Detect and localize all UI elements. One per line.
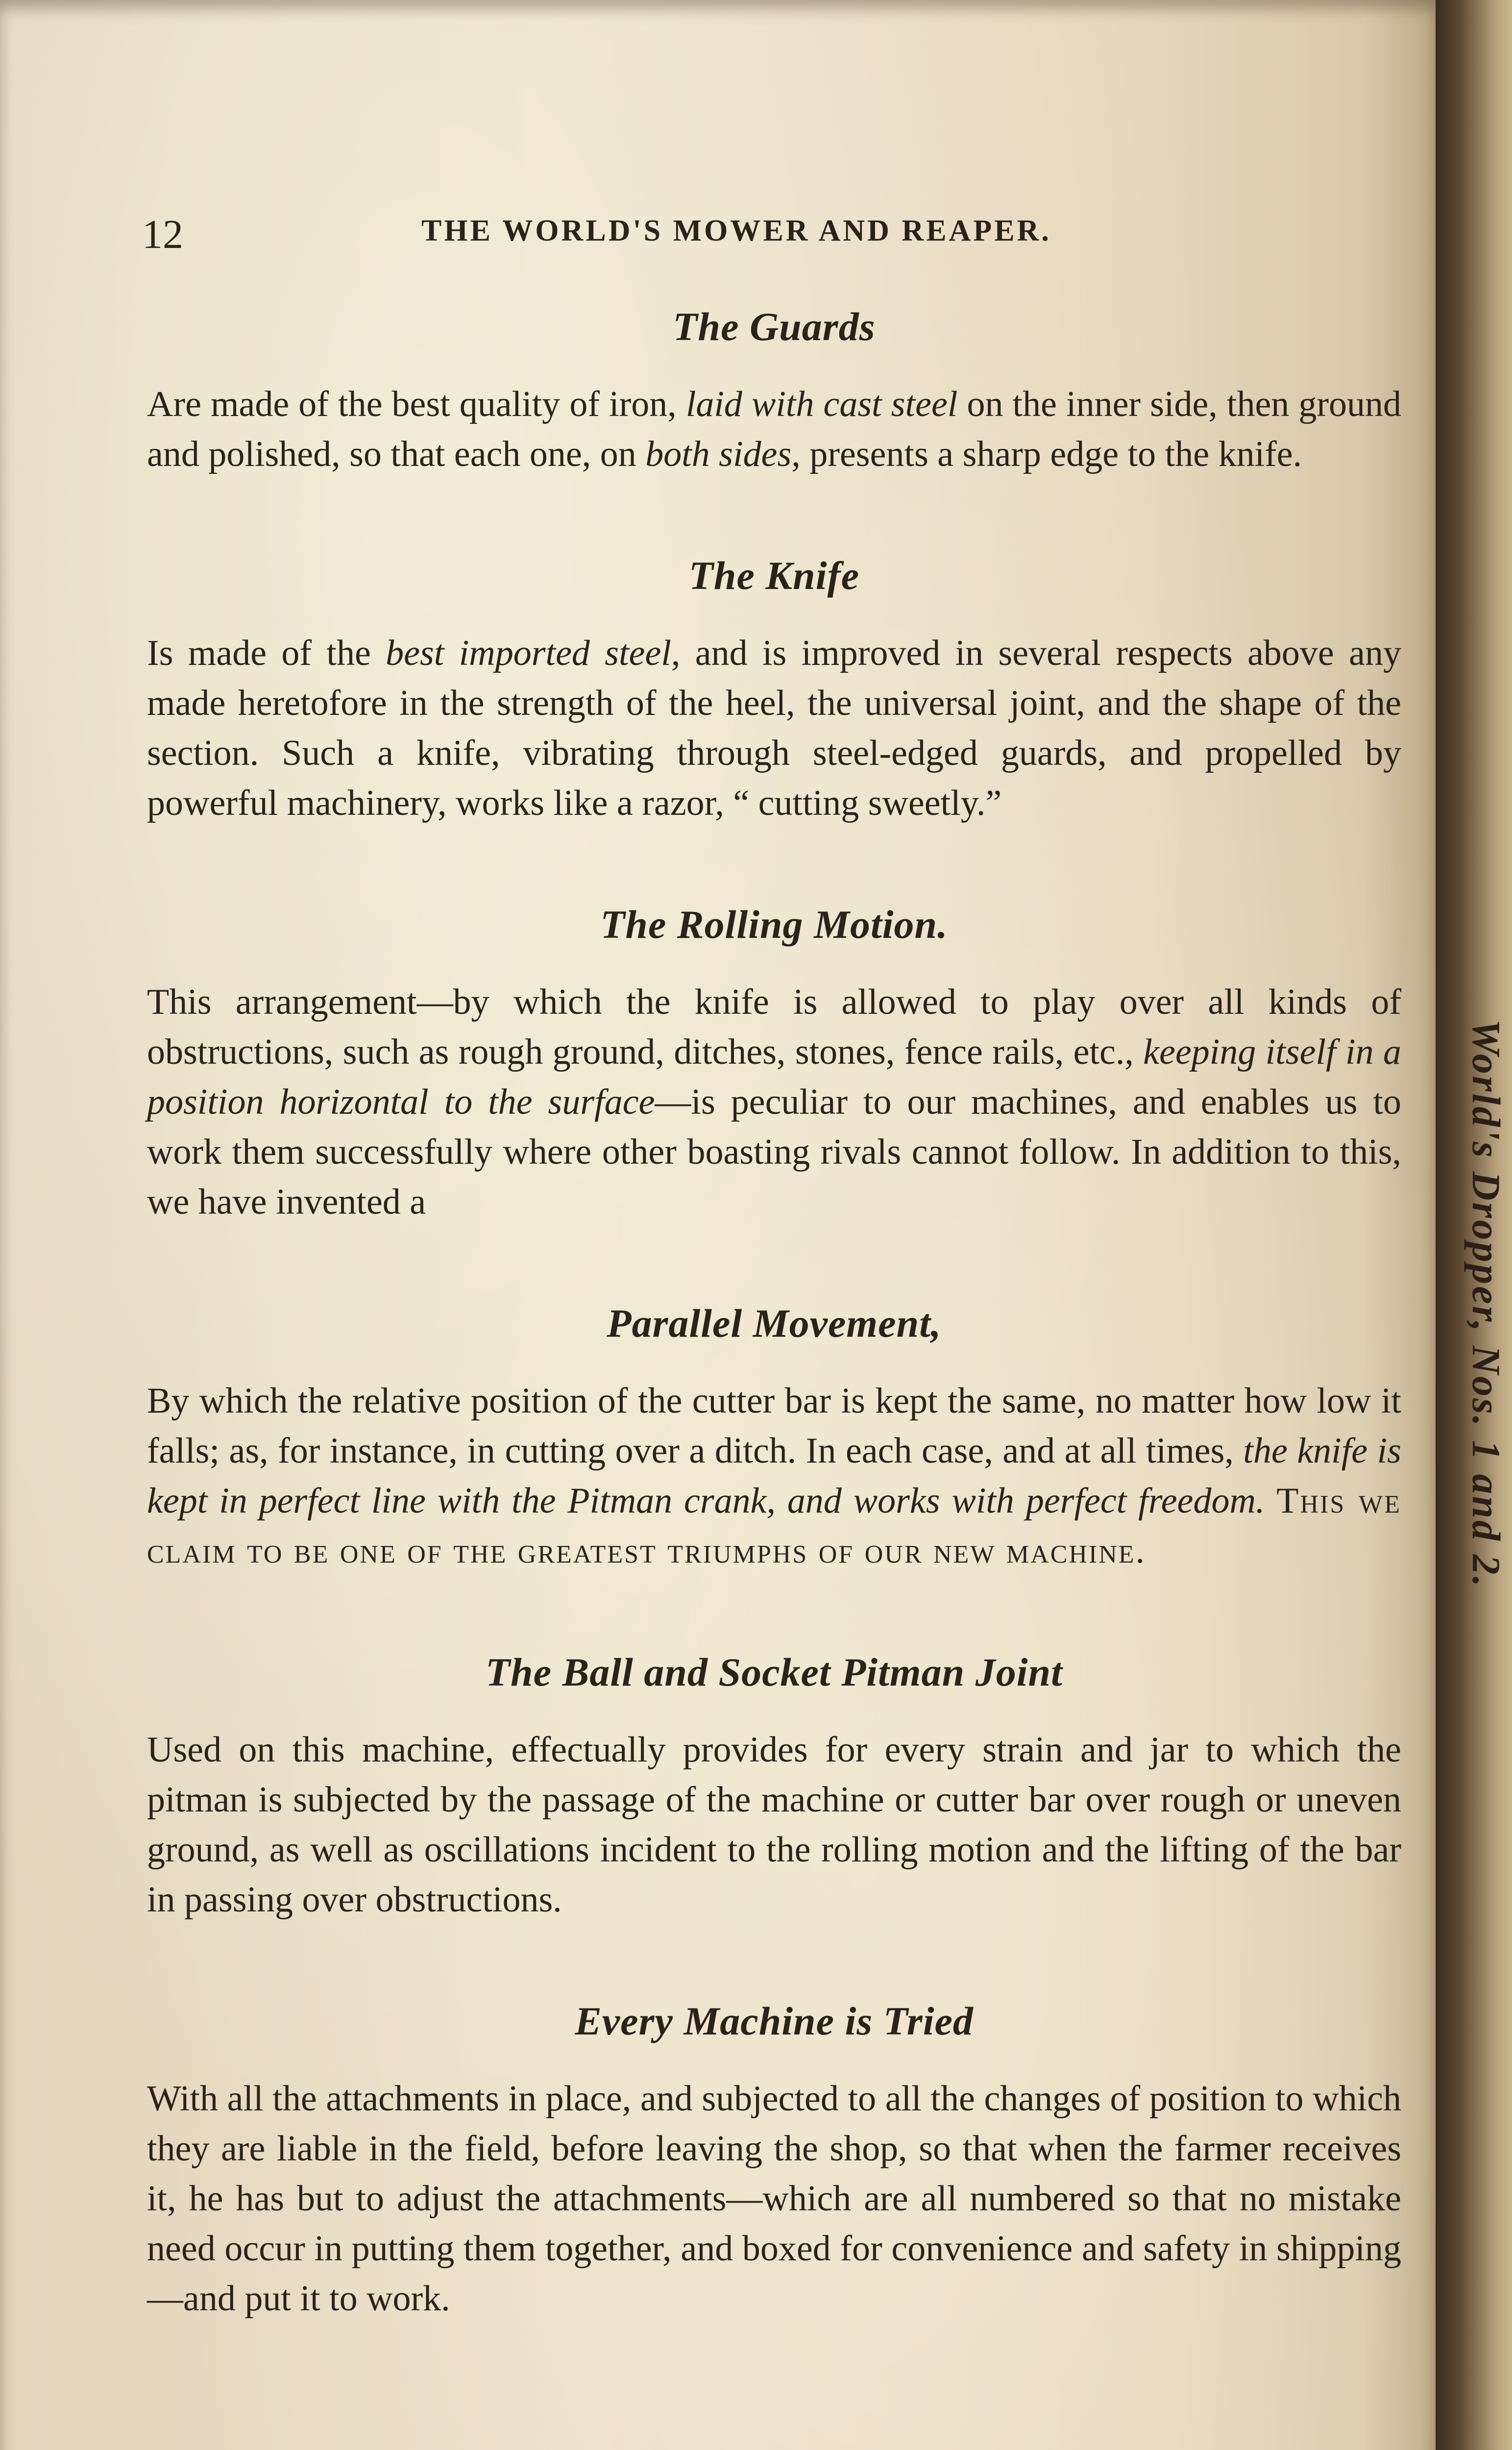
- emphasis-claim: This we claim to be one of the greatest triumphs of our new machine.: [147, 1481, 1401, 1571]
- section-paragraph: Used on this machine, effectually provides for every strain and jar to which the pitman is subjected by the passage of the machine or cutter bar over rough or uneven ground, as well as oscillations incident to the rolling motion and the lifting of the bar in passing over obstructions.: [147, 1730, 1401, 1920]
- section-heading: The Knife: [688, 553, 860, 598]
- section-every-machine-tried: [147, 1998, 1401, 2324]
- section-paragraph: By which the relative position of the cutter bar is kept the same, no matter how low it falls; as, for instance, in cutting over a ditch. In each case, and at all times, the knife is kept in perfect line with the Pitman crank, and works with perfect freedom. This we claim to be one of the greatest triumphs of our new machine.: [147, 1381, 1401, 1571]
- section-heading: Every Machine is Tried: [575, 1999, 974, 2043]
- section-paragraph: Are made of the best quality of iron, laid with cast steel on the inner side, then ground and polished, so that each one, on both sides, presents a sharp edge to the knife.: [147, 384, 1402, 474]
- section-heading: Parallel Movement,: [607, 1301, 942, 1346]
- section-heading: The Ball and Socket Pitman Joint: [486, 1650, 1063, 1694]
- section-heading: The Guards: [673, 304, 876, 349]
- section-parallel-movement: [147, 1300, 1401, 1576]
- section-paragraph: This arrangement—by which the knife is allowed to play over all kinds of obstructions, such as rough ground, ditches, stones, fence rails, etc., keeping itself in a position horizontal to the surface—is peculiar to our machines, and enables us to work them successfully where other boasting rivals cannot follow. In addition to this, we have invented a: [147, 982, 1401, 1222]
- section-heading: The Rolling Motion.: [600, 902, 948, 947]
- section-paragraph: Is made of the best imported steel, and is improved in several respects above any made heretofore in the strength of the heel, the universal joint, and the shape of the section. Such a knife, vibrating through steel-edged guards, and propelled by powerful machinery, works like a razor, “ cutting sweetly.”: [147, 633, 1401, 823]
- page-number: 12: [142, 212, 183, 257]
- running-head-title: THE WORLD'S MOWER AND REAPER.: [421, 214, 1051, 247]
- running-head: [142, 206, 1396, 265]
- spine-label: World's Dropper, Nos. 1 and 2.: [1464, 1019, 1509, 1589]
- section-rolling-motion: [147, 902, 1401, 1227]
- section-ball-socket-joint: [147, 1649, 1401, 1925]
- section-paragraph: With all the attachments in place, and subjected to all the changes of position to which they are liable in the field, before leaving the shop, so that when the farmer receives it, he has but to adjust the attachments—which are all numbered so that no mistake need occur in putting them together, and boxed for convenience and safety in shipping—and put it to work.: [147, 2079, 1401, 2319]
- section-knife: [147, 553, 1401, 828]
- page-content: [147, 304, 1401, 2397]
- section-guards: [147, 304, 1401, 479]
